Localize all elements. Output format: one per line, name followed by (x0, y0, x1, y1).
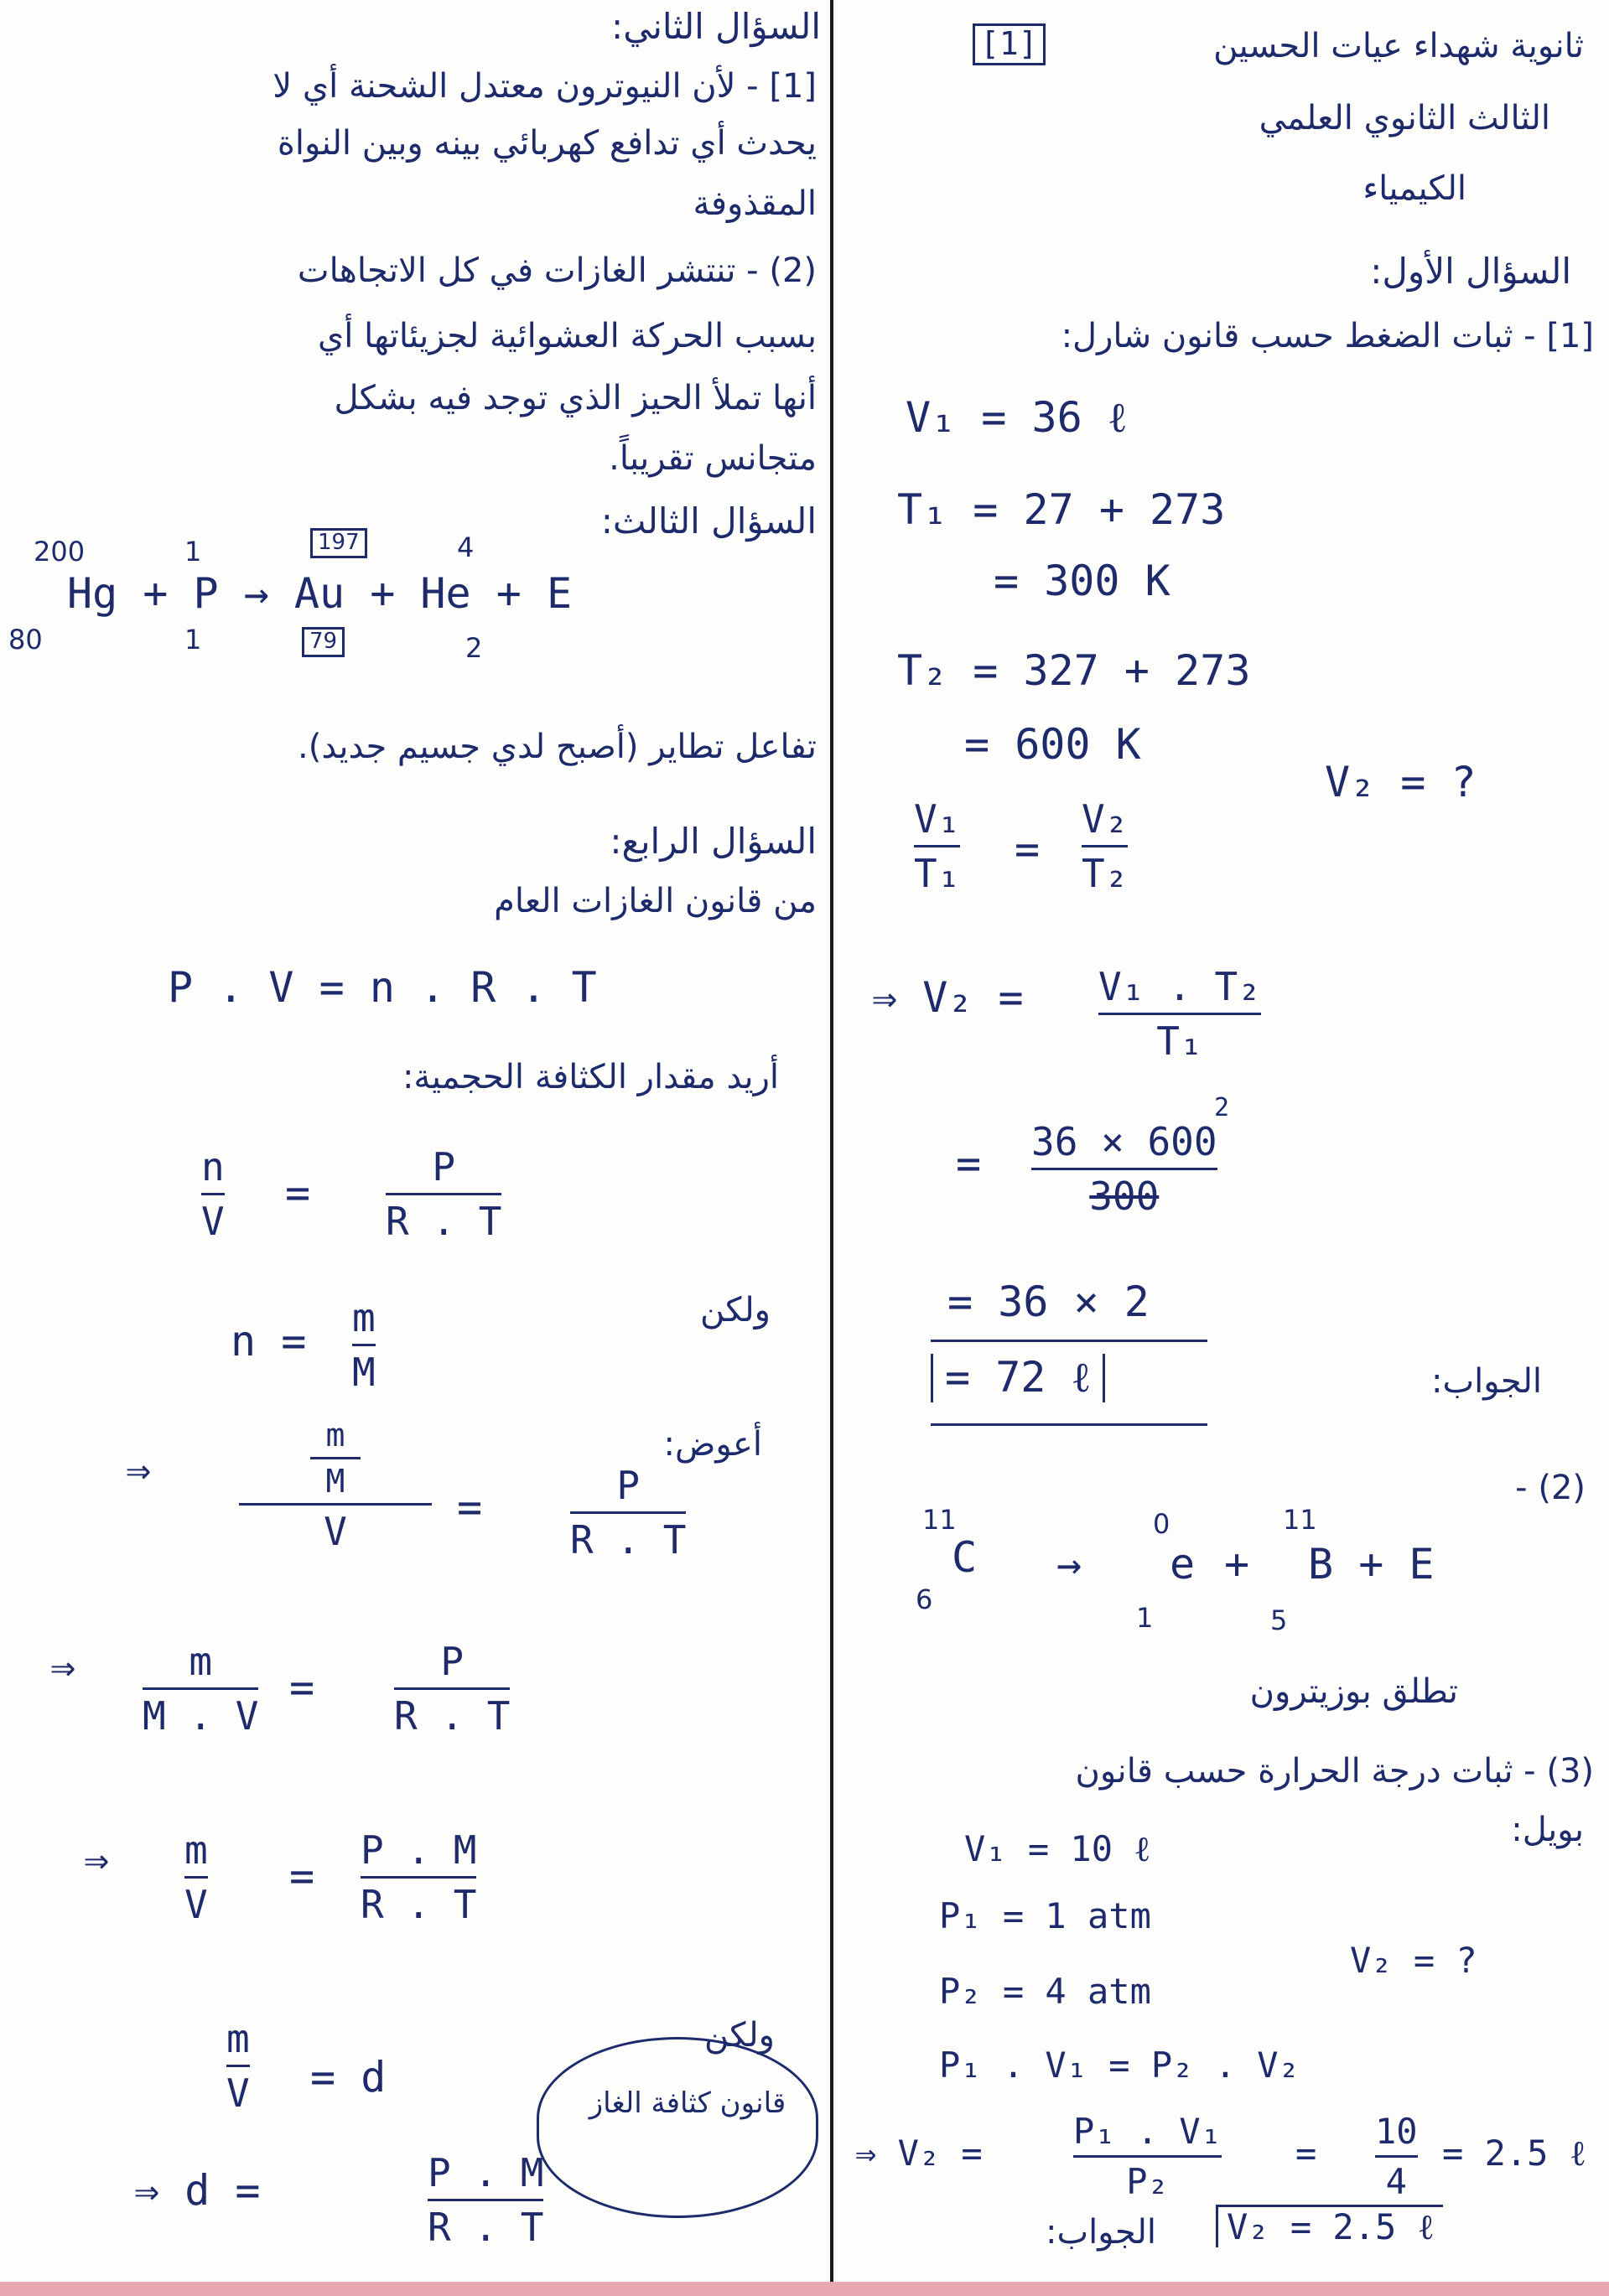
q1-solve-num: V₁ . T₂ (1098, 964, 1261, 1009)
left-q3-note: تفاعل تطاير (أصبح لدي جسيم جديد). (298, 728, 817, 766)
q3-nuclear-reaction: Hg + P → Au + He + E (67, 569, 573, 618)
fraction-bar (570, 1511, 686, 1514)
q4-f3-right-den: R . T (394, 1693, 511, 1739)
q4-n-num: m (352, 1295, 376, 1340)
q1-multiplication: = 36 × 2 (947, 1278, 1150, 1326)
grade-label: الثالث الثانوي العلمي (1259, 99, 1550, 137)
implies-arrow: ⇒ (50, 1642, 76, 1691)
ideal-gas-law: P . V = n . R . T (168, 963, 597, 1012)
left-q4-from-law: من قانون الغازات العام (494, 882, 817, 920)
fraction-bar (226, 2065, 250, 2067)
q4-density-num: m (226, 2016, 250, 2061)
carbon-symbol: C (952, 1533, 978, 1582)
q3-value-result: = 2.5 ℓ (1442, 2133, 1586, 2174)
q3-solve-lhs: ⇒ V₂ = (855, 2133, 983, 2174)
q4-f2-inner-num: m (325, 1417, 345, 1454)
b-atomic-number: 5 (1270, 1604, 1288, 1636)
q4-final-fraction (428, 2150, 543, 2250)
q1-v1: V₁ = 36 ℓ (906, 393, 1128, 442)
implies-arrow: ⇒ (126, 1445, 152, 1494)
q3-solve-num: P₁ . V₁ (1073, 2111, 1222, 2152)
q3-solve-den: P₂ (1126, 2161, 1169, 2202)
boron-symbol: B + E (1308, 1540, 1435, 1589)
q1-ratio-left-num: V₁ (914, 796, 961, 842)
q4-f2-right (570, 1463, 686, 1563)
b-mass-number: 11 (1283, 1504, 1317, 1536)
q4-f4-right-num: P . M (361, 1827, 477, 1873)
q1-ratio-equals: = (1015, 825, 1041, 873)
fraction-bar (352, 1344, 376, 1346)
fraction-bar (239, 1503, 432, 1506)
left-q2-part1-line2: يحدث أي تدافع كهربائي بينه وبين النواة (277, 124, 817, 163)
q1-ratio-right-num: V₂ (1082, 796, 1129, 842)
fraction-bar (1375, 2155, 1418, 2158)
fraction-bar (386, 1193, 501, 1195)
left-q2-part2-line4: متجانس تقريباً. (609, 439, 817, 478)
left-q2-part1-line3: المقذوفة (693, 184, 817, 223)
au-mass-number: 197 (310, 528, 367, 558)
fraction-bar (394, 1687, 510, 1690)
q3-value-fraction (1375, 2111, 1418, 2202)
left-q2-part2-line3: أنها تملأ الحيز الذي توجد فيه بشكل (334, 379, 817, 417)
q4-density-den: V (226, 2071, 250, 2116)
q1-t2: T₂ = 327 + 273 (897, 646, 1251, 695)
q4-f2-den: V (324, 1509, 347, 1554)
q3-boyle-law: P₁ . V₁ = P₂ . V₂ (939, 2045, 1300, 2086)
c-mass-number: 11 (922, 1504, 957, 1536)
q4-f2-inner-den: M (325, 1463, 345, 1500)
fraction-bar (914, 845, 960, 847)
q4-f2-left (239, 1417, 432, 1554)
q3-heading: (3) - ثبات درجة الحرارة حسب قانون (1075, 1752, 1594, 1791)
q3-v1: V₁ = 10 ℓ (964, 1828, 1151, 1869)
q1-solve-fraction (1098, 964, 1261, 1064)
fraction-bar (1031, 1168, 1217, 1170)
cloud-text: قانون كثافة الغاز (589, 2086, 786, 2120)
q4-final-num: P . M (428, 2150, 544, 2195)
q4-density-rhs: = d (310, 2053, 387, 2102)
au-atomic-number: 79 (302, 627, 345, 657)
q4-f3-left (143, 1639, 258, 1739)
q4-f3-left-num: m (189, 1639, 213, 1684)
fraction-bar (310, 1457, 361, 1459)
q3-value-num: 10 (1375, 2111, 1418, 2152)
left-q2-title: السؤال الثاني: (611, 6, 821, 47)
hg-atomic-number: 80 (8, 624, 43, 656)
left-q2-part1: [1] - لأن النيوترون معتدل الشحنة أي لا (272, 67, 817, 106)
left-q4-but2: ولكن (703, 2016, 775, 2055)
fraction-bar (143, 1687, 258, 1690)
q4-f2-right-den: R . T (570, 1517, 687, 1563)
q3-equals: = (1295, 2133, 1317, 2174)
q1-t1: T₁ = 27 + 273 (897, 485, 1226, 534)
fraction-bar (1073, 2155, 1222, 2158)
left-q3-title: السؤال الثالث: (600, 500, 817, 542)
e-mass-number: 0 (1153, 1508, 1170, 1540)
left-q4-title: السؤال الرابع: (610, 821, 817, 862)
p-mass-number: 1 (184, 536, 202, 568)
q3-p2: P₂ = 4 atm (939, 1971, 1151, 2012)
q1-t1-result: = 300 K (994, 557, 1170, 605)
fraction-bar (184, 1876, 208, 1879)
q1-cancel-mark: 2 (1214, 1093, 1230, 1122)
q4-f3-right-num: P (440, 1639, 465, 1684)
q4-f3-left-den: M . V (143, 1693, 259, 1739)
q1-part1-heading: [1] - ثبات الضغط حسب قانون شارل: (1061, 317, 1594, 355)
reaction-arrow: → (1056, 1540, 1082, 1589)
q4-final-lhs: ⇒ d = (134, 2166, 261, 2215)
equals-sign: = (457, 1483, 483, 1532)
q1-substitution (1031, 1119, 1217, 1219)
he-mass-number: 4 (457, 531, 475, 563)
q1-sub-equals: = (956, 1139, 982, 1188)
q1-final-answer: = 72 ℓ (931, 1354, 1105, 1402)
q3-solve-fraction (1073, 2111, 1222, 2202)
q4-n-den: M (352, 1350, 376, 1395)
q2-note: تطلق بوزيترون (1249, 1672, 1458, 1711)
q4-f4-left-den: V (184, 1882, 208, 1927)
q4-f4-left (184, 1827, 208, 1927)
q3-p1: P₁ = 1 atm (939, 1895, 1151, 1936)
q4-n-lhs: n = (231, 1317, 307, 1366)
q3-heading-line2: بويل: (1511, 1811, 1584, 1849)
fraction-bar (201, 1193, 225, 1195)
bottom-edge-band (0, 2282, 1609, 2296)
q4-f1-right (386, 1144, 501, 1244)
school-name: ثانوية شهداء عيات الحسين (1213, 27, 1584, 65)
fraction-bar (1098, 1013, 1261, 1015)
q4-f4-left-num: m (184, 1827, 208, 1873)
underline (931, 1423, 1207, 1426)
q1-t2-result: = 600 K (964, 720, 1141, 769)
e-charge-number: 1 (1136, 1602, 1154, 1634)
page-mark: [1] (973, 23, 1046, 65)
q3-value-den: 4 (1385, 2161, 1407, 2202)
q1-ratio-left-den: T₁ (914, 851, 961, 896)
equals-sign: = (285, 1169, 311, 1217)
fraction-bar (361, 1876, 476, 1879)
q4-n-fraction (352, 1295, 376, 1395)
q4-final-den: R . T (428, 2205, 544, 2250)
column-divider (830, 0, 833, 2296)
q4-f2-right-num: P (616, 1463, 641, 1508)
q4-f4-right (361, 1827, 476, 1927)
q4-f1-left (201, 1144, 225, 1244)
plus-sign: + (1224, 1540, 1250, 1589)
q4-f4-right-den: R . T (361, 1882, 477, 1927)
q4-f1-left-den: V (201, 1199, 225, 1244)
equals-sign: = (289, 1663, 315, 1712)
underline (931, 1340, 1207, 1342)
left-q4-but: ولكن (699, 1291, 771, 1329)
q1-answer-label: الجواب: (1430, 1362, 1542, 1401)
q1-ratio-right-den: T₂ (1082, 851, 1129, 896)
q4-f1-right-num: P (432, 1144, 456, 1189)
cloud-callout (537, 2037, 818, 2218)
q4-density-fraction (226, 2016, 250, 2116)
positron-symbol: e (1170, 1540, 1196, 1589)
hg-mass-number: 200 (34, 536, 86, 568)
q4-f2-inner-fraction (310, 1417, 361, 1500)
q1-sub-num: 36 × 600 (1031, 1119, 1217, 1164)
left-q2-part2: (2) - تنتشر الغازات في كل الاتجاهات (297, 251, 817, 290)
q3-final-answer: V₂ = 2.5 ℓ (1216, 2205, 1443, 2247)
q1-solve-den: T₁ (1156, 1018, 1203, 1064)
q1-solve-lhs: ⇒ V₂ = (872, 973, 1024, 1022)
implies-arrow: ⇒ (84, 1835, 110, 1884)
q1-ratio-left (914, 796, 960, 896)
left-q4-substitute: أعوض: (663, 1425, 762, 1464)
q4-f1-left-num: n (201, 1144, 225, 1189)
q2-number: (2) - (1515, 1469, 1586, 1507)
left-q2-part2-line2: بسبب الحركة العشوائية لجزيئاتها أي (317, 317, 817, 355)
q3-answer-label: الجواب: (1045, 2213, 1156, 2252)
p-atomic-number: 1 (184, 624, 202, 656)
subject-label: الكيمياء (1362, 169, 1466, 208)
q4-f3-right (394, 1639, 510, 1739)
q1-v2-unknown: V₂ = ? (1325, 758, 1477, 806)
q1-title: السؤال الأول: (1370, 251, 1571, 292)
q1-sub-den: 300 (1089, 1174, 1160, 1219)
fraction-bar (428, 2199, 543, 2201)
q1-ratio-right (1082, 796, 1128, 896)
c-atomic-number: 6 (916, 1583, 933, 1615)
he-atomic-number: 2 (465, 632, 483, 664)
left-q4-want: أريد مقدار الكثافة الحجمية: (402, 1058, 779, 1096)
fraction-bar (1082, 845, 1128, 847)
equals-sign: = (289, 1852, 315, 1900)
q3-v2-unknown: V₂ = ? (1350, 1940, 1477, 1981)
q4-f1-right-den: R . T (386, 1199, 502, 1244)
